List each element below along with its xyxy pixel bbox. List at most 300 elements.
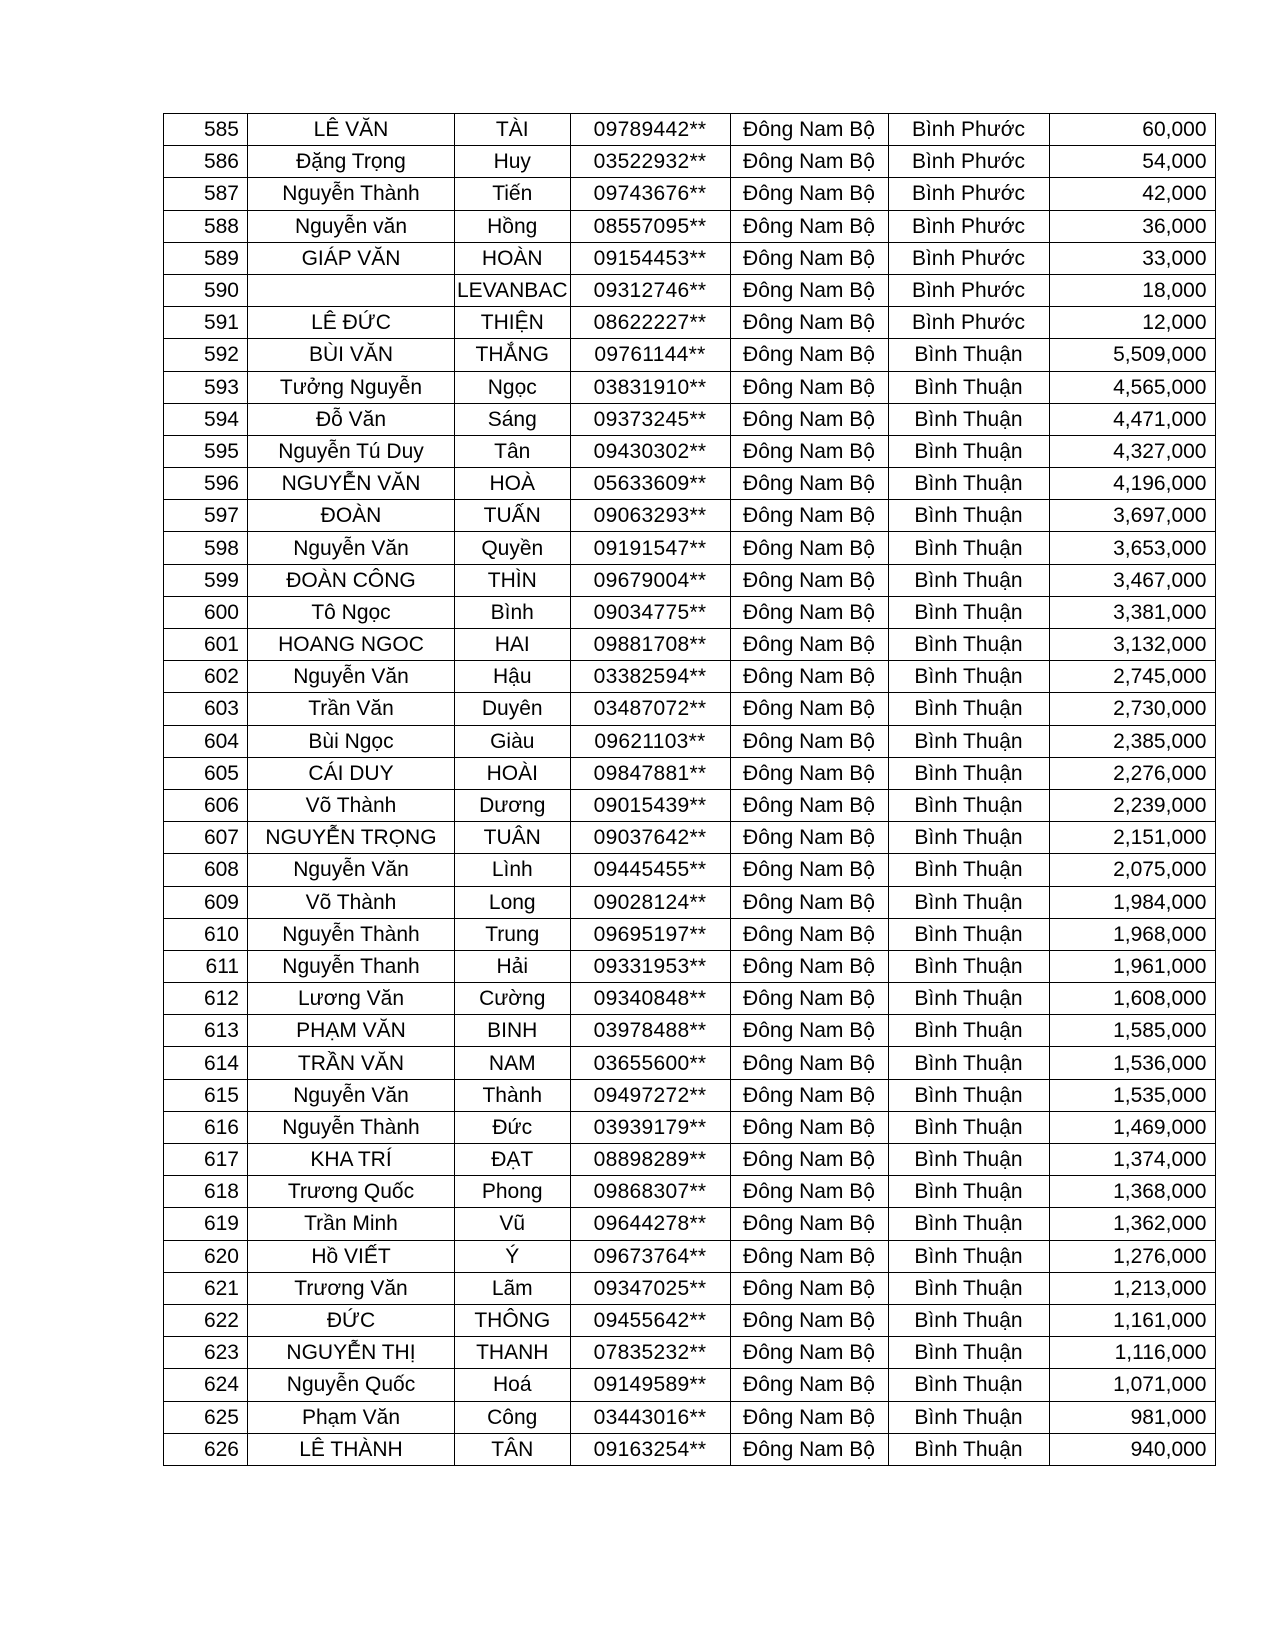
phone-cell: 09028124** bbox=[570, 886, 730, 918]
region-cell: Đông Nam Bộ bbox=[730, 178, 888, 210]
amount-cell: 60,000 bbox=[1049, 114, 1215, 146]
province-cell: Bình Thuận bbox=[888, 854, 1049, 886]
region-cell: Đông Nam Bộ bbox=[730, 1401, 888, 1433]
region-cell: Đông Nam Bộ bbox=[730, 854, 888, 886]
region-cell: Đông Nam Bộ bbox=[730, 950, 888, 982]
phone-cell: 08557095** bbox=[570, 210, 730, 242]
region-cell: Đông Nam Bộ bbox=[730, 242, 888, 274]
table-row bbox=[164, 1176, 1216, 1208]
amount-cell: 3,132,000 bbox=[1049, 629, 1215, 661]
province-cell: Bình Phước bbox=[888, 274, 1049, 306]
phone-cell: 09331953** bbox=[570, 950, 730, 982]
first-name-cell: THIỆN bbox=[455, 307, 571, 339]
row-number-cell: 620 bbox=[164, 1240, 248, 1272]
first-name-cell: Ý bbox=[455, 1240, 571, 1272]
province-cell: Bình Thuận bbox=[888, 983, 1049, 1015]
last-name-cell: KHA TRÍ bbox=[248, 1144, 455, 1176]
phone-cell: 09373245** bbox=[570, 403, 730, 435]
amount-cell: 2,239,000 bbox=[1049, 789, 1215, 821]
province-cell: Bình Thuận bbox=[888, 1304, 1049, 1336]
province-cell: Bình Thuận bbox=[888, 822, 1049, 854]
region-cell: Đông Nam Bộ bbox=[730, 1337, 888, 1369]
table-row bbox=[164, 693, 1216, 725]
last-name-cell: Hồ VIẾT bbox=[248, 1240, 455, 1272]
province-cell: Bình Thuận bbox=[888, 1015, 1049, 1047]
phone-cell: 07835232** bbox=[570, 1337, 730, 1369]
region-cell: Đông Nam Bộ bbox=[730, 1304, 888, 1336]
data-table bbox=[163, 113, 1216, 1466]
phone-cell: 09063293** bbox=[570, 500, 730, 532]
row-number-cell: 601 bbox=[164, 629, 248, 661]
province-cell: Bình Thuận bbox=[888, 403, 1049, 435]
last-name-cell: Bùi Ngọc bbox=[248, 725, 455, 757]
amount-cell: 1,071,000 bbox=[1049, 1369, 1215, 1401]
province-cell: Bình Thuận bbox=[888, 918, 1049, 950]
region-cell: Đông Nam Bộ bbox=[730, 629, 888, 661]
row-number-cell: 588 bbox=[164, 210, 248, 242]
first-name-cell: NAM bbox=[455, 1047, 571, 1079]
row-number-cell: 613 bbox=[164, 1015, 248, 1047]
phone-cell: 09673764** bbox=[570, 1240, 730, 1272]
province-cell: Bình Thuận bbox=[888, 789, 1049, 821]
amount-cell: 1,608,000 bbox=[1049, 983, 1215, 1015]
phone-cell: 03487072** bbox=[570, 693, 730, 725]
table-row bbox=[164, 629, 1216, 661]
last-name-cell: ĐỨC bbox=[248, 1304, 455, 1336]
table-row bbox=[164, 757, 1216, 789]
phone-cell: 08898289** bbox=[570, 1144, 730, 1176]
row-number-cell: 611 bbox=[164, 950, 248, 982]
region-cell: Đông Nam Bộ bbox=[730, 210, 888, 242]
amount-cell: 1,968,000 bbox=[1049, 918, 1215, 950]
table-body bbox=[164, 114, 1216, 1466]
region-cell: Đông Nam Bộ bbox=[730, 146, 888, 178]
amount-cell: 2,385,000 bbox=[1049, 725, 1215, 757]
table-row bbox=[164, 918, 1216, 950]
phone-cell: 09445455** bbox=[570, 854, 730, 886]
row-number-cell: 614 bbox=[164, 1047, 248, 1079]
last-name-cell: Nguyễn Thành bbox=[248, 178, 455, 210]
amount-cell: 3,467,000 bbox=[1049, 564, 1215, 596]
table-row bbox=[164, 1111, 1216, 1143]
first-name-cell: HOÀ bbox=[455, 468, 571, 500]
region-cell: Đông Nam Bộ bbox=[730, 1208, 888, 1240]
table-row bbox=[164, 725, 1216, 757]
amount-cell: 12,000 bbox=[1049, 307, 1215, 339]
row-number-cell: 586 bbox=[164, 146, 248, 178]
first-name-cell: Quyền bbox=[455, 532, 571, 564]
row-number-cell: 604 bbox=[164, 725, 248, 757]
first-name-cell: Huy bbox=[455, 146, 571, 178]
region-cell: Đông Nam Bộ bbox=[730, 339, 888, 371]
region-cell: Đông Nam Bộ bbox=[730, 468, 888, 500]
row-number-cell: 621 bbox=[164, 1272, 248, 1304]
row-number-cell: 590 bbox=[164, 274, 248, 306]
row-number-cell: 617 bbox=[164, 1144, 248, 1176]
region-cell: Đông Nam Bộ bbox=[730, 725, 888, 757]
phone-cell: 09154453** bbox=[570, 242, 730, 274]
last-name-cell: NGUYỄN VĂN bbox=[248, 468, 455, 500]
phone-cell: 03939179** bbox=[570, 1111, 730, 1143]
region-cell: Đông Nam Bộ bbox=[730, 1369, 888, 1401]
last-name-cell: LÊ VĂN bbox=[248, 114, 455, 146]
first-name-cell: Lình bbox=[455, 854, 571, 886]
row-number-cell: 622 bbox=[164, 1304, 248, 1336]
region-cell: Đông Nam Bộ bbox=[730, 822, 888, 854]
last-name-cell: Nguyễn Quốc bbox=[248, 1369, 455, 1401]
region-cell: Đông Nam Bộ bbox=[730, 886, 888, 918]
phone-cell: 09430302** bbox=[570, 435, 730, 467]
last-name-cell: ĐOÀN CÔNG bbox=[248, 564, 455, 596]
row-number-cell: 592 bbox=[164, 339, 248, 371]
region-cell: Đông Nam Bộ bbox=[730, 596, 888, 628]
table-row bbox=[164, 274, 1216, 306]
phone-cell: 09881708** bbox=[570, 629, 730, 661]
first-name-cell: HAI bbox=[455, 629, 571, 661]
row-number-cell: 600 bbox=[164, 596, 248, 628]
region-cell: Đông Nam Bộ bbox=[730, 1015, 888, 1047]
table-row bbox=[164, 1337, 1216, 1369]
first-name-cell: Hậu bbox=[455, 661, 571, 693]
table-row bbox=[164, 500, 1216, 532]
table-row bbox=[164, 1433, 1216, 1465]
table-row bbox=[164, 468, 1216, 500]
table-row bbox=[164, 178, 1216, 210]
table-row bbox=[164, 1272, 1216, 1304]
phone-cell: 09679004** bbox=[570, 564, 730, 596]
amount-cell: 2,151,000 bbox=[1049, 822, 1215, 854]
amount-cell: 1,536,000 bbox=[1049, 1047, 1215, 1079]
province-cell: Bình Thuận bbox=[888, 596, 1049, 628]
amount-cell: 2,276,000 bbox=[1049, 757, 1215, 789]
row-number-cell: 602 bbox=[164, 661, 248, 693]
phone-cell: 09644278** bbox=[570, 1208, 730, 1240]
first-name-cell: Thành bbox=[455, 1079, 571, 1111]
row-number-cell: 624 bbox=[164, 1369, 248, 1401]
last-name-cell: ĐOÀN bbox=[248, 500, 455, 532]
amount-cell: 2,075,000 bbox=[1049, 854, 1215, 886]
phone-cell: 09743676** bbox=[570, 178, 730, 210]
first-name-cell: ĐẠT bbox=[455, 1144, 571, 1176]
first-name-cell: THẮNG bbox=[455, 339, 571, 371]
province-cell: Bình Thuận bbox=[888, 371, 1049, 403]
first-name-cell: Cường bbox=[455, 983, 571, 1015]
last-name-cell: NGUYỄN TRỌNG bbox=[248, 822, 455, 854]
row-number-cell: 585 bbox=[164, 114, 248, 146]
first-name-cell: HOÀN bbox=[455, 242, 571, 274]
table-row bbox=[164, 307, 1216, 339]
table-row bbox=[164, 371, 1216, 403]
province-cell: Bình Thuận bbox=[888, 532, 1049, 564]
table-row bbox=[164, 950, 1216, 982]
row-number-cell: 591 bbox=[164, 307, 248, 339]
row-number-cell: 615 bbox=[164, 1079, 248, 1111]
first-name-cell: Hải bbox=[455, 950, 571, 982]
row-number-cell: 626 bbox=[164, 1433, 248, 1465]
last-name-cell: Nguyễn Văn bbox=[248, 854, 455, 886]
table-row bbox=[164, 564, 1216, 596]
table-row bbox=[164, 1015, 1216, 1047]
region-cell: Đông Nam Bộ bbox=[730, 1144, 888, 1176]
amount-cell: 18,000 bbox=[1049, 274, 1215, 306]
row-number-cell: 608 bbox=[164, 854, 248, 886]
province-cell: Bình Thuận bbox=[888, 339, 1049, 371]
phone-cell: 09621103** bbox=[570, 725, 730, 757]
row-number-cell: 610 bbox=[164, 918, 248, 950]
first-name-cell: Sáng bbox=[455, 403, 571, 435]
first-name-cell: Long bbox=[455, 886, 571, 918]
amount-cell: 4,565,000 bbox=[1049, 371, 1215, 403]
last-name-cell: Nguyễn Văn bbox=[248, 1079, 455, 1111]
province-cell: Bình Thuận bbox=[888, 468, 1049, 500]
region-cell: Đông Nam Bộ bbox=[730, 403, 888, 435]
last-name-cell: Nguyễn văn bbox=[248, 210, 455, 242]
region-cell: Đông Nam Bộ bbox=[730, 983, 888, 1015]
amount-cell: 1,161,000 bbox=[1049, 1304, 1215, 1336]
province-cell: Bình Thuận bbox=[888, 950, 1049, 982]
first-name-cell: Vũ bbox=[455, 1208, 571, 1240]
table-row bbox=[164, 854, 1216, 886]
last-name-cell: LÊ THÀNH bbox=[248, 1433, 455, 1465]
table-row bbox=[164, 1240, 1216, 1272]
last-name-cell: Tưởng Nguyễn bbox=[248, 371, 455, 403]
last-name-cell: GIÁP VĂN bbox=[248, 242, 455, 274]
province-cell: Bình Thuận bbox=[888, 725, 1049, 757]
province-cell: Bình Thuận bbox=[888, 1208, 1049, 1240]
province-cell: Bình Thuận bbox=[888, 1144, 1049, 1176]
table-row bbox=[164, 886, 1216, 918]
province-cell: Bình Thuận bbox=[888, 1337, 1049, 1369]
row-number-cell: 625 bbox=[164, 1401, 248, 1433]
table-row bbox=[164, 210, 1216, 242]
amount-cell: 1,276,000 bbox=[1049, 1240, 1215, 1272]
amount-cell: 1,374,000 bbox=[1049, 1144, 1215, 1176]
row-number-cell: 596 bbox=[164, 468, 248, 500]
first-name-cell: TÂN bbox=[455, 1433, 571, 1465]
phone-cell: 09163254** bbox=[570, 1433, 730, 1465]
table-row bbox=[164, 822, 1216, 854]
last-name-cell: Nguyễn Văn bbox=[248, 661, 455, 693]
region-cell: Đông Nam Bộ bbox=[730, 693, 888, 725]
amount-cell: 1,116,000 bbox=[1049, 1337, 1215, 1369]
first-name-cell: Ngọc bbox=[455, 371, 571, 403]
table-row bbox=[164, 661, 1216, 693]
last-name-cell: TRẦN VĂN bbox=[248, 1047, 455, 1079]
table-row bbox=[164, 114, 1216, 146]
amount-cell: 4,196,000 bbox=[1049, 468, 1215, 500]
first-name-cell: Đức bbox=[455, 1111, 571, 1143]
first-name-cell: Dương bbox=[455, 789, 571, 821]
region-cell: Đông Nam Bộ bbox=[730, 435, 888, 467]
phone-cell: 03831910** bbox=[570, 371, 730, 403]
amount-cell: 1,362,000 bbox=[1049, 1208, 1215, 1240]
row-number-cell: 612 bbox=[164, 983, 248, 1015]
table-row bbox=[164, 242, 1216, 274]
amount-cell: 42,000 bbox=[1049, 178, 1215, 210]
amount-cell: 1,961,000 bbox=[1049, 950, 1215, 982]
amount-cell: 1,469,000 bbox=[1049, 1111, 1215, 1143]
amount-cell: 3,653,000 bbox=[1049, 532, 1215, 564]
row-number-cell: 595 bbox=[164, 435, 248, 467]
province-cell: Bình Thuận bbox=[888, 1111, 1049, 1143]
province-cell: Bình Thuận bbox=[888, 564, 1049, 596]
phone-cell: 09347025** bbox=[570, 1272, 730, 1304]
first-name-cell: THÔNG bbox=[455, 1304, 571, 1336]
phone-cell: 09191547** bbox=[570, 532, 730, 564]
phone-cell: 09340848** bbox=[570, 983, 730, 1015]
province-cell: Bình Phước bbox=[888, 307, 1049, 339]
first-name-cell: Phong bbox=[455, 1176, 571, 1208]
first-name-cell: THÌN bbox=[455, 564, 571, 596]
table-row bbox=[164, 146, 1216, 178]
amount-cell: 1,984,000 bbox=[1049, 886, 1215, 918]
first-name-cell: Bình bbox=[455, 596, 571, 628]
phone-cell: 03978488** bbox=[570, 1015, 730, 1047]
table-row bbox=[164, 1079, 1216, 1111]
table-row bbox=[164, 1369, 1216, 1401]
phone-cell: 09037642** bbox=[570, 822, 730, 854]
row-number-cell: 616 bbox=[164, 1111, 248, 1143]
last-name-cell: Lương Văn bbox=[248, 983, 455, 1015]
last-name-cell: Nguyễn Thành bbox=[248, 1111, 455, 1143]
row-number-cell: 619 bbox=[164, 1208, 248, 1240]
table-row bbox=[164, 1304, 1216, 1336]
row-number-cell: 599 bbox=[164, 564, 248, 596]
row-number-cell: 606 bbox=[164, 789, 248, 821]
region-cell: Đông Nam Bộ bbox=[730, 307, 888, 339]
phone-cell: 09015439** bbox=[570, 789, 730, 821]
region-cell: Đông Nam Bộ bbox=[730, 564, 888, 596]
first-name-cell: Tiến bbox=[455, 178, 571, 210]
table-row bbox=[164, 1144, 1216, 1176]
first-name-cell: TUẤN bbox=[455, 500, 571, 532]
first-name-cell: Lãm bbox=[455, 1272, 571, 1304]
phone-cell: 03522932** bbox=[570, 146, 730, 178]
table-row bbox=[164, 435, 1216, 467]
table-row bbox=[164, 1047, 1216, 1079]
last-name-cell: CÁI DUY bbox=[248, 757, 455, 789]
first-name-cell: Công bbox=[455, 1401, 571, 1433]
province-cell: Bình Thuận bbox=[888, 886, 1049, 918]
amount-cell: 5,509,000 bbox=[1049, 339, 1215, 371]
phone-cell: 09497272** bbox=[570, 1079, 730, 1111]
table-row bbox=[164, 1208, 1216, 1240]
first-name-cell: Duyên bbox=[455, 693, 571, 725]
first-name-cell: HOÀI bbox=[455, 757, 571, 789]
row-number-cell: 597 bbox=[164, 500, 248, 532]
amount-cell: 54,000 bbox=[1049, 146, 1215, 178]
region-cell: Đông Nam Bộ bbox=[730, 757, 888, 789]
province-cell: Bình Phước bbox=[888, 242, 1049, 274]
row-number-cell: 594 bbox=[164, 403, 248, 435]
amount-cell: 36,000 bbox=[1049, 210, 1215, 242]
last-name-cell: Trần Minh bbox=[248, 1208, 455, 1240]
region-cell: Đông Nam Bộ bbox=[730, 114, 888, 146]
phone-cell: 09761144** bbox=[570, 339, 730, 371]
region-cell: Đông Nam Bộ bbox=[730, 661, 888, 693]
first-name-cell: BINH bbox=[455, 1015, 571, 1047]
province-cell: Bình Thuận bbox=[888, 435, 1049, 467]
first-name-cell: Giàu bbox=[455, 725, 571, 757]
table-row bbox=[164, 983, 1216, 1015]
last-name-cell: Tô Ngọc bbox=[248, 596, 455, 628]
last-name-cell: NGUYỄN THỊ bbox=[248, 1337, 455, 1369]
region-cell: Đông Nam Bộ bbox=[730, 1433, 888, 1465]
phone-cell: 09868307** bbox=[570, 1176, 730, 1208]
province-cell: Bình Thuận bbox=[888, 500, 1049, 532]
last-name-cell: Trương Văn bbox=[248, 1272, 455, 1304]
amount-cell: 3,381,000 bbox=[1049, 596, 1215, 628]
amount-cell: 3,697,000 bbox=[1049, 500, 1215, 532]
region-cell: Đông Nam Bộ bbox=[730, 274, 888, 306]
amount-cell: 940,000 bbox=[1049, 1433, 1215, 1465]
region-cell: Đông Nam Bộ bbox=[730, 1079, 888, 1111]
row-number-cell: 605 bbox=[164, 757, 248, 789]
row-number-cell: 598 bbox=[164, 532, 248, 564]
last-name-cell: Nguyễn Văn bbox=[248, 532, 455, 564]
phone-cell: 03655600** bbox=[570, 1047, 730, 1079]
row-number-cell: 618 bbox=[164, 1176, 248, 1208]
phone-cell: 03382594** bbox=[570, 661, 730, 693]
province-cell: Bình Thuận bbox=[888, 661, 1049, 693]
row-number-cell: 593 bbox=[164, 371, 248, 403]
province-cell: Bình Phước bbox=[888, 210, 1049, 242]
region-cell: Đông Nam Bộ bbox=[730, 500, 888, 532]
phone-cell: 09034775** bbox=[570, 596, 730, 628]
table-row bbox=[164, 339, 1216, 371]
last-name-cell: LÊ ĐỨC bbox=[248, 307, 455, 339]
last-name-cell: Nguyễn Thanh bbox=[248, 950, 455, 982]
phone-cell: 08622227** bbox=[570, 307, 730, 339]
last-name-cell: BÙI VĂN bbox=[248, 339, 455, 371]
region-cell: Đông Nam Bộ bbox=[730, 1272, 888, 1304]
table-row bbox=[164, 789, 1216, 821]
province-cell: Bình Phước bbox=[888, 114, 1049, 146]
last-name-cell bbox=[248, 274, 455, 306]
first-name-cell: TÀI bbox=[455, 114, 571, 146]
province-cell: Bình Thuận bbox=[888, 1047, 1049, 1079]
last-name-cell: Nguyễn Tú Duy bbox=[248, 435, 455, 467]
row-number-cell: 609 bbox=[164, 886, 248, 918]
first-name-cell: THANH bbox=[455, 1337, 571, 1369]
amount-cell: 981,000 bbox=[1049, 1401, 1215, 1433]
row-number-cell: 587 bbox=[164, 178, 248, 210]
province-cell: Bình Thuận bbox=[888, 693, 1049, 725]
first-name-cell: Hoá bbox=[455, 1369, 571, 1401]
last-name-cell: Nguyễn Thành bbox=[248, 918, 455, 950]
phone-cell: 03443016** bbox=[570, 1401, 730, 1433]
region-cell: Đông Nam Bộ bbox=[730, 918, 888, 950]
province-cell: Bình Thuận bbox=[888, 1369, 1049, 1401]
region-cell: Đông Nam Bộ bbox=[730, 1240, 888, 1272]
first-name-cell: Hồng bbox=[455, 210, 571, 242]
province-cell: Bình Thuận bbox=[888, 1401, 1049, 1433]
amount-cell: 33,000 bbox=[1049, 242, 1215, 274]
province-cell: Bình Thuận bbox=[888, 1240, 1049, 1272]
amount-cell: 4,327,000 bbox=[1049, 435, 1215, 467]
last-name-cell: Trương Quốc bbox=[248, 1176, 455, 1208]
phone-cell: 09789442** bbox=[570, 114, 730, 146]
last-name-cell: Trần Văn bbox=[248, 693, 455, 725]
province-cell: Bình Phước bbox=[888, 178, 1049, 210]
amount-cell: 2,730,000 bbox=[1049, 693, 1215, 725]
row-number-cell: 607 bbox=[164, 822, 248, 854]
last-name-cell: Võ Thành bbox=[248, 886, 455, 918]
row-number-cell: 589 bbox=[164, 242, 248, 274]
amount-cell: 2,745,000 bbox=[1049, 661, 1215, 693]
province-cell: Bình Thuận bbox=[888, 1079, 1049, 1111]
last-name-cell: Đỗ Văn bbox=[248, 403, 455, 435]
